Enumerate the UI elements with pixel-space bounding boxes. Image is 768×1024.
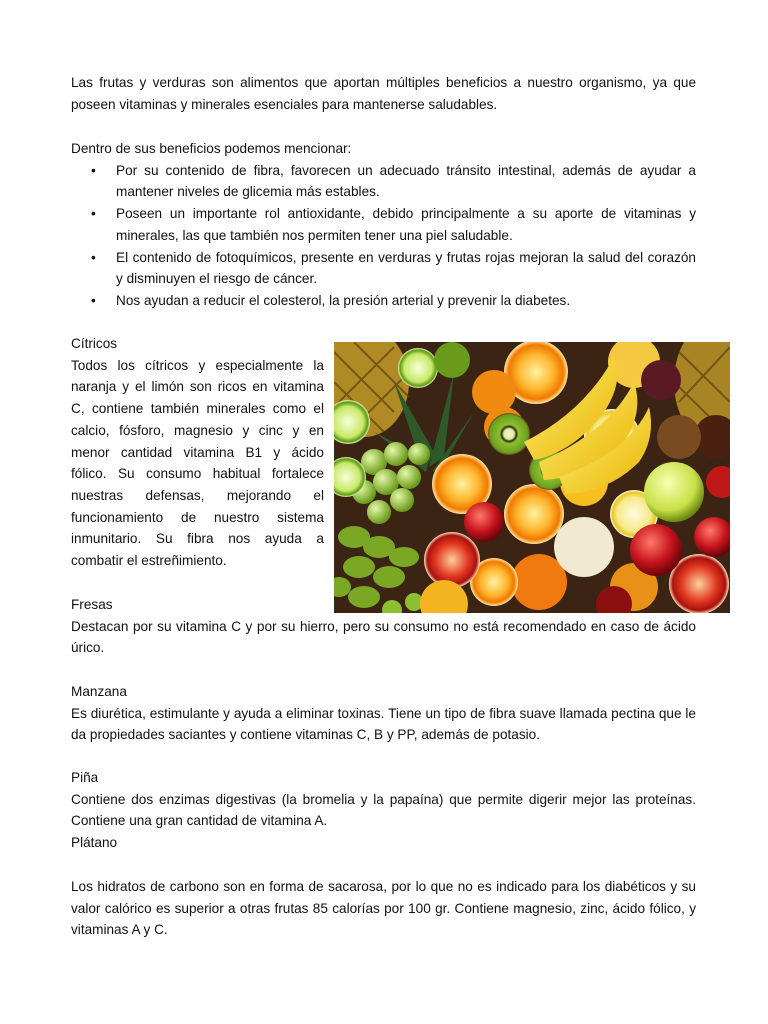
manzana-text: Es diurética, estimulante y ayuda a eliminar toxinas. Tiene un tipo de fibra suave llamada pectina que le da propiedades saciantes y contiene vitaminas C, B y PP, además de potasio. [71, 705, 696, 743]
platano-title: Plátano [71, 835, 118, 850]
pina-title: Piña [71, 770, 99, 785]
benefits-list [71, 160, 696, 312]
citricos-section [71, 333, 324, 572]
platano-text: Los hidratos de carbono son en forma de sacarosa, por lo que no es indicado para los diabéticos y su valor calórico es superior a otras frutas 85 calorías por 100 gr. Contiene magnesio, zinc, ácido fólico, y vitaminas A y C. [71, 879, 696, 938]
list-item: • Poseen un importante rol antioxidante, debido principalmente a su aporte de vitaminas y minerales, las que también nos permiten tener una piel saludable. [71, 203, 696, 246]
fresas-title: Fresas [71, 597, 113, 612]
list-item: • Por su contenido de fibra, favorecen un adecuado tránsito intestinal, además de ayudar a mantener niveles de glicemia más estables. [71, 160, 696, 203]
citricos-title: Cítricos [71, 336, 118, 351]
manzana-section [71, 681, 696, 746]
pina-text: Contiene dos enzimas digestivas (la bromelia y la papaína) que permite digerir mejor las proteínas. Contiene una gran cantidad de vitamina A. [71, 791, 696, 829]
list-item: • Nos ayudan a reducir el colesterol, la presión arterial y prevenir la diabetes. [71, 290, 696, 312]
fresas-text: Destacan por su vitamina C y por su hierro, pero su consumo no está recomendado en caso de ácido úrico. [71, 618, 696, 656]
intro-paragraph [71, 72, 696, 115]
intro-text: Las frutas y verduras son alimentos que aportan múltiples beneficios a nuestro organismo, ya que poseen vitaminas y minerales esenciales para mantenerse saludables. [71, 75, 696, 112]
fresas-section [71, 594, 696, 659]
list-item: • El contenido de fotoquímicos, presente en verduras y frutas rojas mejoran la salud del corazón y disminuyen el riesgo de cáncer. [71, 247, 696, 290]
platano-title-block [71, 832, 696, 854]
platano-section [71, 876, 696, 941]
citricos-text: Todos los cítricos y especialmente la naranja y el limón son ricos en vitamina C, contiene también minerales como el calcio, fósforo, magnesio y cinc y en menor cantidad vitamina B1 y ácido fólico. Su consumo habitual fortalece nuestras defensas, mejorando el funcionamiento de nuestro sistema inmunitario. Su fibra nos ayuda a combatir el estreñimiento. [71, 357, 324, 569]
benefits-heading: Dentro de sus beneficios podemos mencionar: [71, 141, 352, 156]
fruit-photo [334, 342, 730, 613]
benefits-section [71, 138, 696, 312]
manzana-title: Manzana [71, 684, 127, 699]
pina-section [71, 767, 696, 832]
fruit-photo-illustration [334, 342, 730, 613]
